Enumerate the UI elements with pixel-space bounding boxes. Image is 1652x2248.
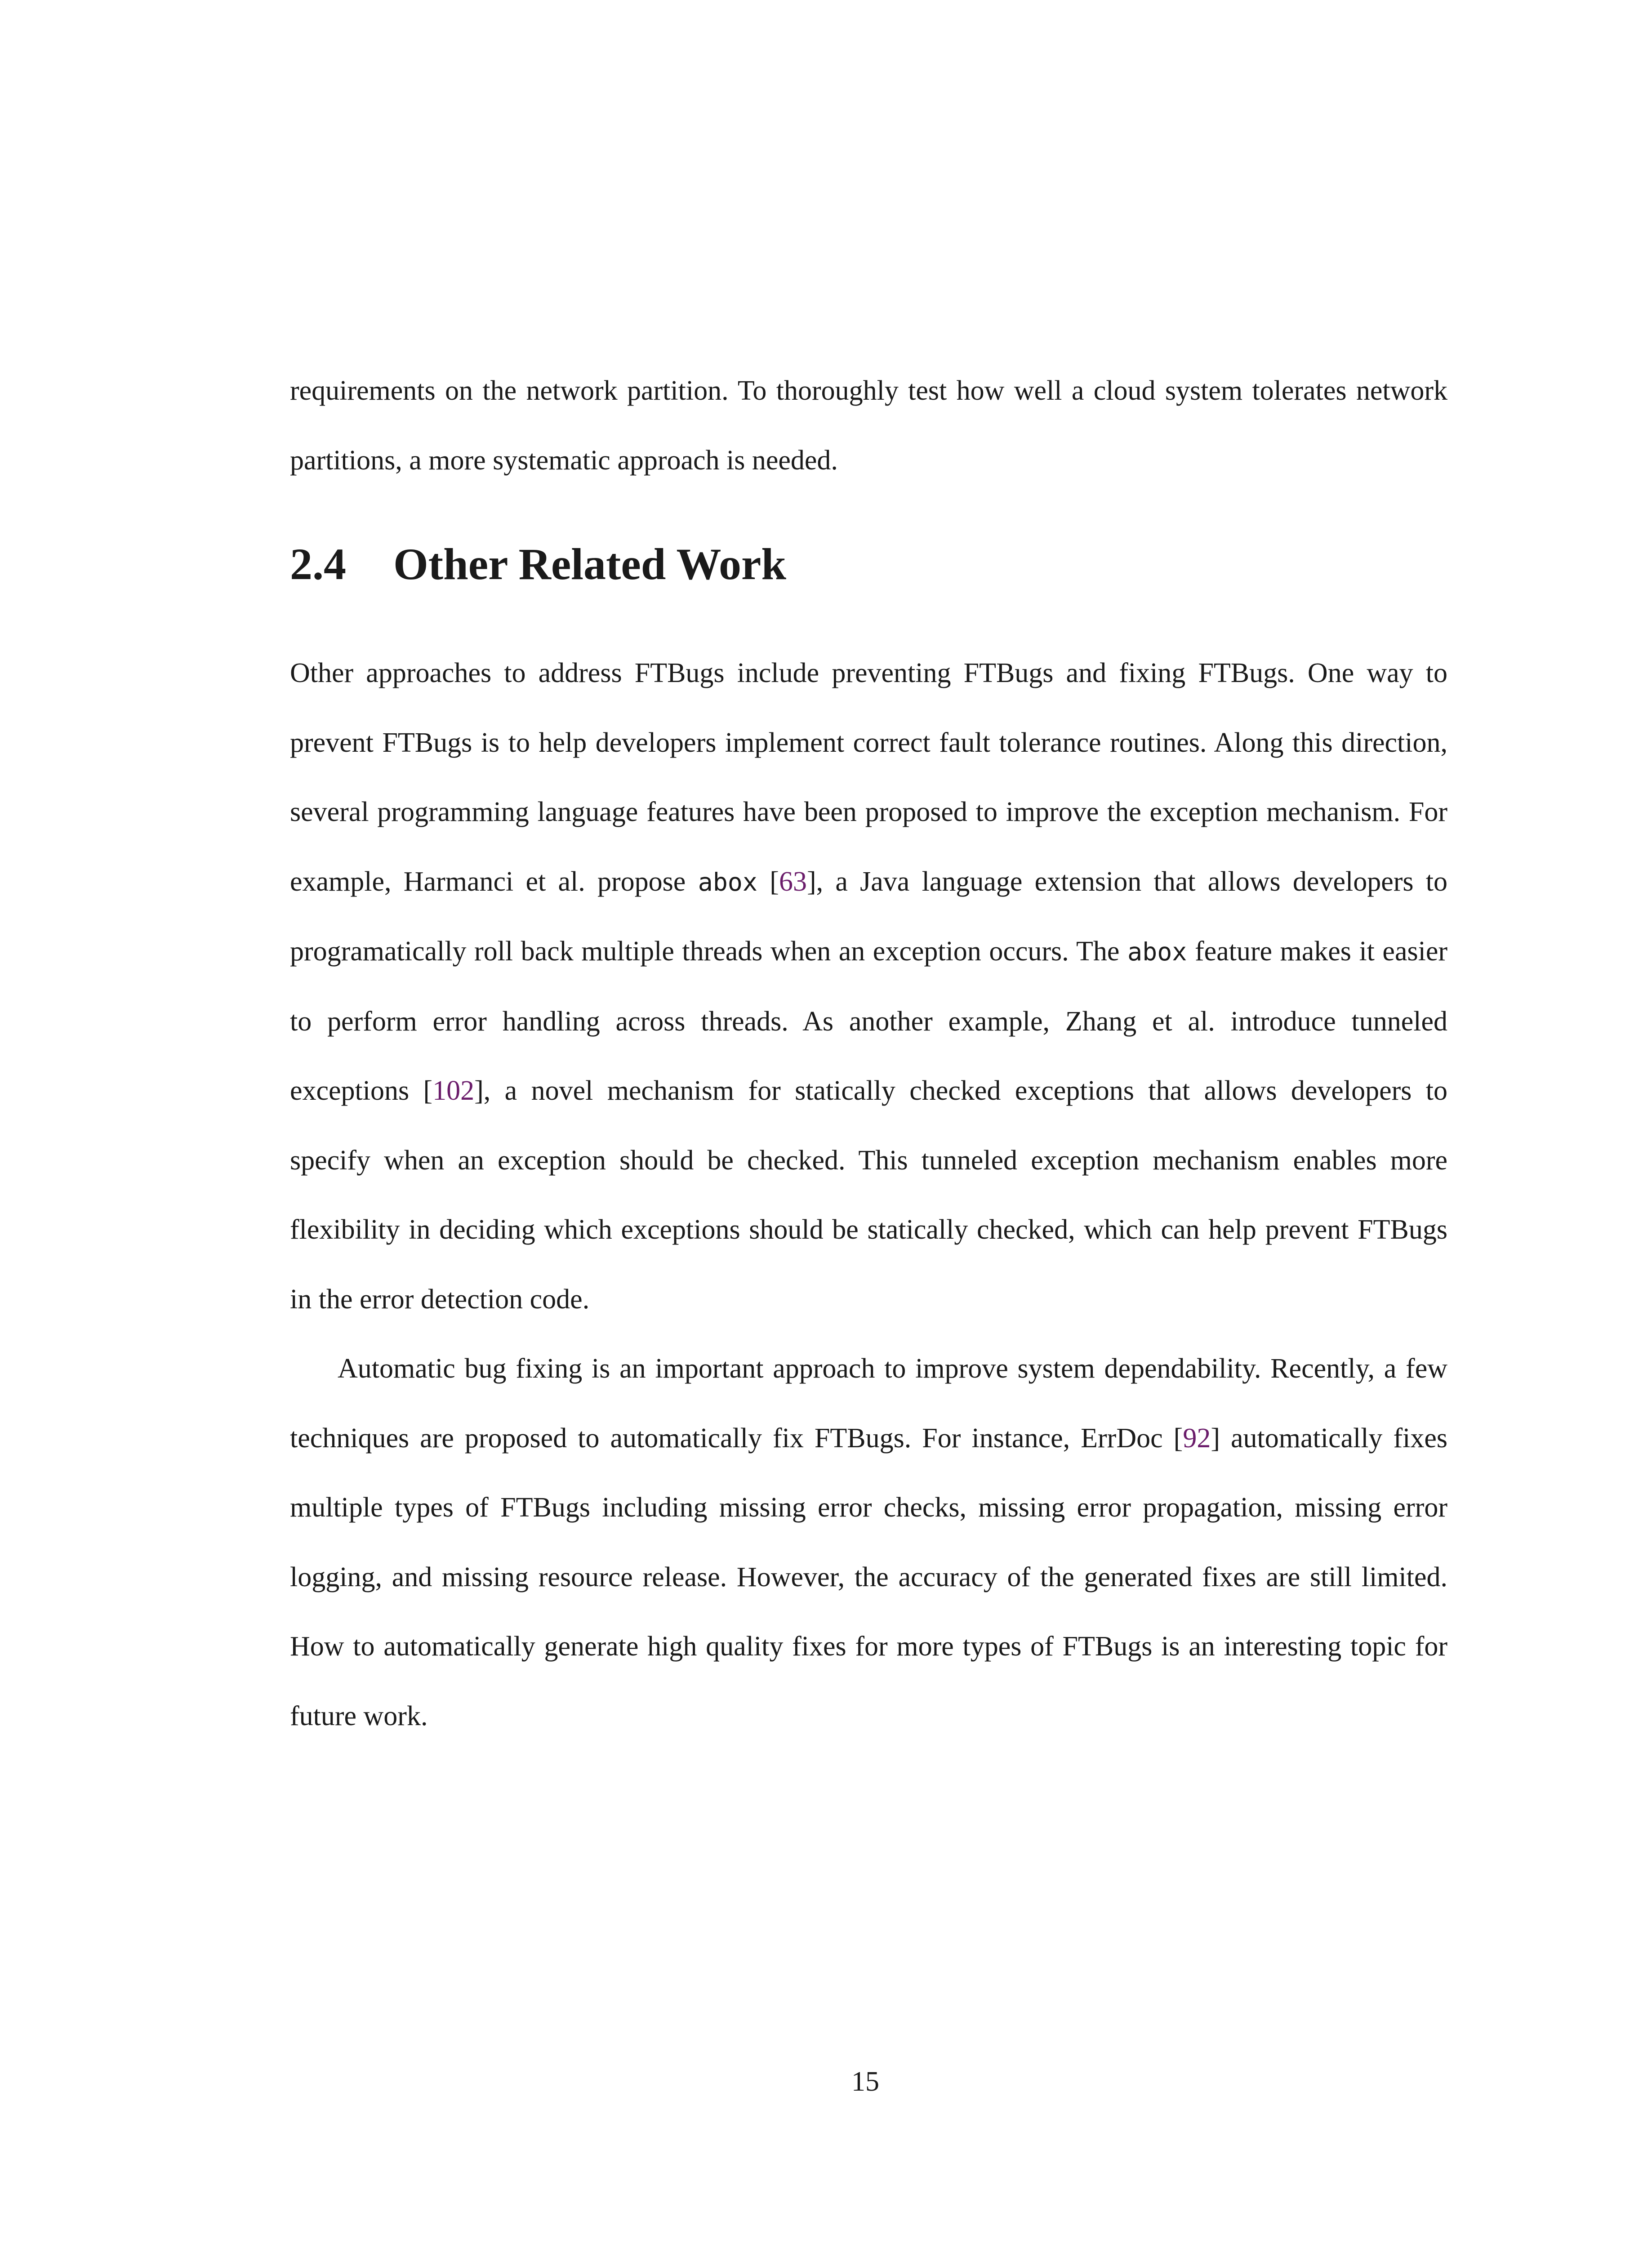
- section-number: 2.4: [290, 539, 346, 589]
- paragraph-1: [290, 638, 1447, 1334]
- code-abox-2: abox: [1127, 937, 1187, 966]
- citation-link-63[interactable]: 63: [779, 866, 807, 897]
- paragraph-2-text-2: ] automatically fixes multiple types of FTBugs including missing error checks, missing error propagation, missing error logging, and missing resource release. However, the accuracy of the generated fixes are still limited. How to automatically generate high quality fixes for more types of FTBugs is an interesting topic for future work.: [290, 1423, 1447, 1731]
- section-body: [290, 638, 1447, 1751]
- citation-link-92[interactable]: 92: [1183, 1423, 1211, 1454]
- paragraph-2-text-1: Automatic bug fixing is an important approach to improve system dependability. Recently, a few techniques are proposed to automatically fix FTBugs. For instance, ErrDoc [: [290, 1353, 1447, 1454]
- citation-link-102[interactable]: 102: [432, 1075, 475, 1106]
- paragraph-1-text-5: ], a novel mechanism for statically checked exceptions that allows developers to specify when an exception should be checked. This tunneled exception mechanism enables more flexibility in deciding which exceptions should be statically checked, which can help prevent FTBugs in the error detection code.: [290, 1075, 1447, 1315]
- paragraph-1-text-2: [: [757, 866, 779, 897]
- page-number: 15: [851, 2066, 879, 2097]
- section-title: Other Related Work: [393, 539, 787, 589]
- paragraph-1-text-4: feature makes it easier to perform error handling across threads. As another example, Zhang et al. introduce tunneled exceptions [: [290, 936, 1447, 1106]
- carry-over-paragraph: requirements on the network partition. To thoroughly test how well a cloud system tolerates network partitions, a more systematic approach is needed.: [290, 375, 1447, 476]
- paragraph-1-text-3: ], a Java language extension that allows developers to programatically roll back multiple threads when an exception occurs. The: [290, 866, 1447, 967]
- code-abox-1: abox: [698, 867, 758, 897]
- section-heading: [290, 533, 786, 596]
- paragraph-1-text-1: Other approaches to address FTBugs include preventing FTBugs and fixing FTBugs. One way to prevent FTBugs is to help developers implement correct fault tolerance routines. Along this direction, several programming language features have been proposed to improve the exception mechanism. For example, Harmanci et al. propose: [290, 658, 1447, 897]
- paragraph-2: [290, 1334, 1447, 1751]
